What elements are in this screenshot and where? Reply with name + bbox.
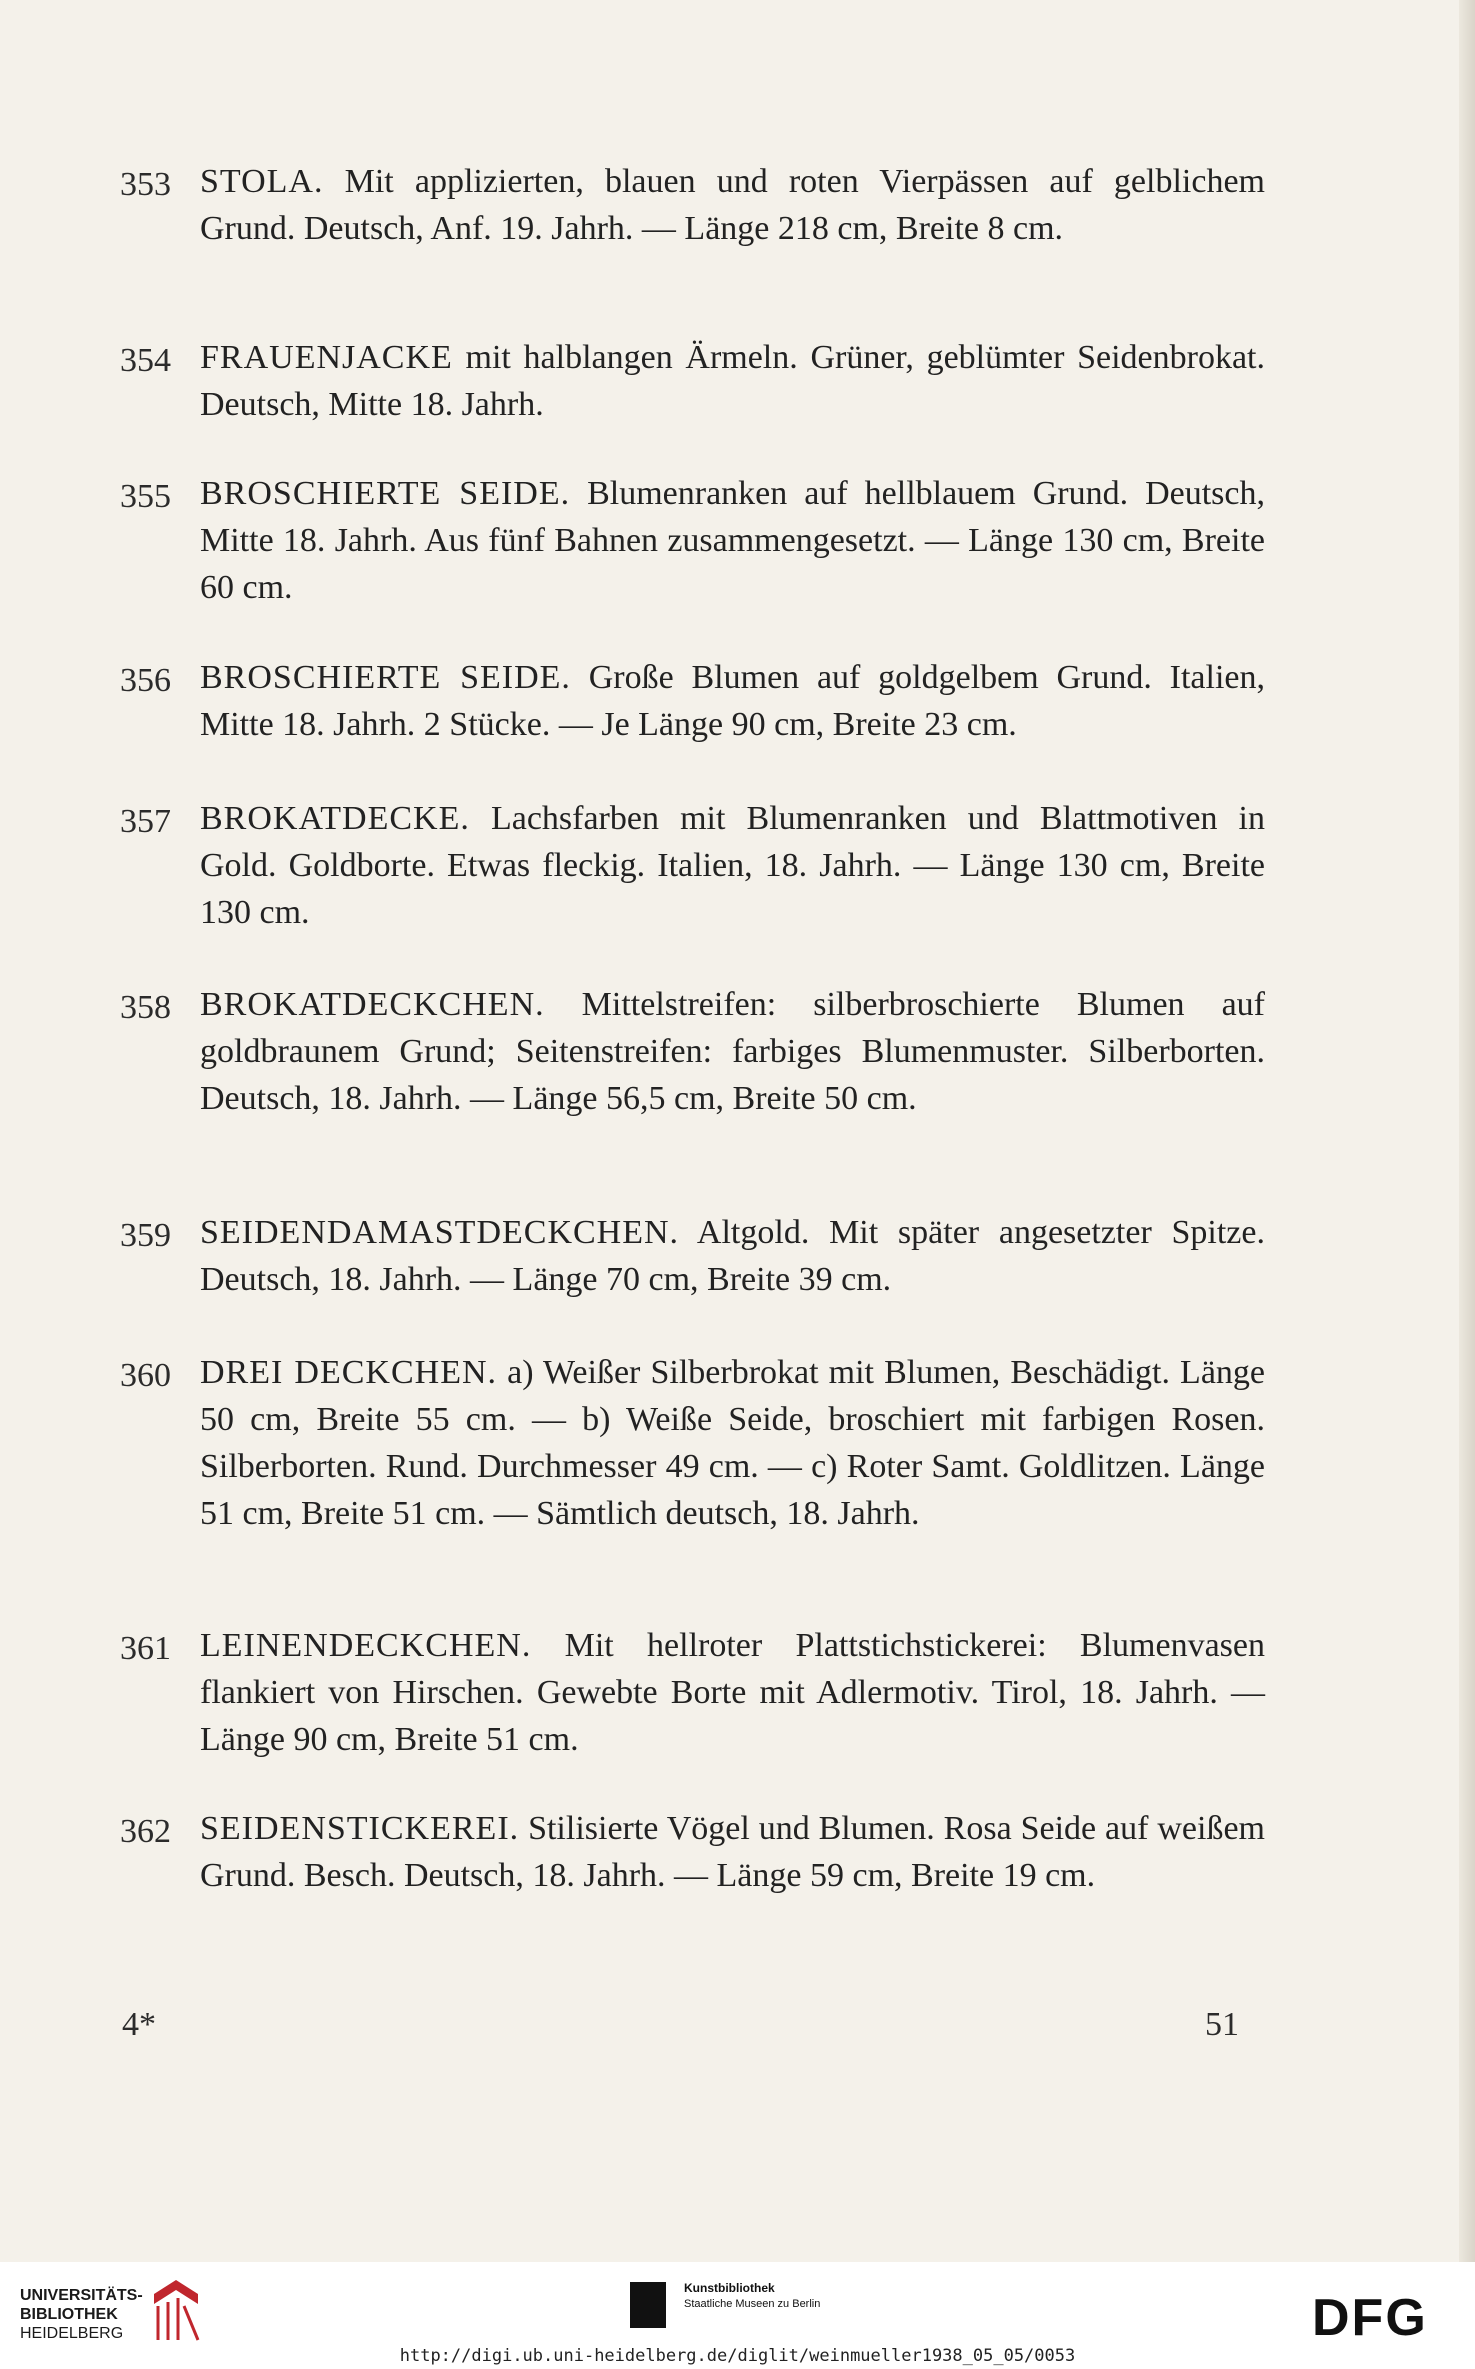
entry-description <box>200 158 1265 252</box>
entry-number: 359 <box>120 1217 171 1254</box>
entry-text: a) Weißer Silberbrokat mit Blumen, Beschädigt. Länge 50 cm, Breite 55 cm. — b) Weiße Seide, broschiert mit farbigen Rosen. Silberborten. Rund. Durchmesser 49 cm. — c) Roter Samt. Goldlitzen. Länge 51 cm, Breite 51 cm. — Sämtlich deutsch, 18. Jahrh. <box>200 1354 1266 1532</box>
dfg-logo[interactable]: DFG <box>1312 2289 1428 2347</box>
kb-line-1: Kunstbibliothek <box>684 2281 775 2295</box>
catalog-entry-362 <box>120 1805 1265 1899</box>
entry-title: LEINENDECKCHEN. <box>200 1627 532 1664</box>
entry-text: Große Blumen auf goldgelbem Grund. Italien, Mitte 18. Jahrh. 2 Stücke. — Je Länge 90 cm, Breite 23 cm. <box>200 659 1265 743</box>
catalog-entry-361 <box>120 1622 1265 1763</box>
entry-text: Altgold. Mit später angesetzter Spitze. Deutsch, 18. Jahrh. — Länge 70 cm, Breite 39 cm. <box>200 1214 1265 1298</box>
catalog-entry-353 <box>120 158 1265 252</box>
heidelberg-library-logo[interactable] <box>20 2286 143 2343</box>
entry-title: SEIDENSTICKEREI. <box>200 1810 520 1847</box>
entry-number: 362 <box>120 1813 171 1850</box>
entry-number: 357 <box>120 803 171 840</box>
entry-number: 354 <box>120 342 171 379</box>
kunstbibliothek-label[interactable] <box>684 2280 820 2312</box>
entry-description <box>200 1209 1265 1303</box>
catalog-entry-359 <box>120 1209 1265 1303</box>
entry-description <box>200 981 1265 1122</box>
entry-description <box>200 1349 1265 1537</box>
entry-title: DREI DECKCHEN. <box>200 1354 498 1391</box>
catalog-entry-355 <box>120 470 1265 611</box>
entry-title: BROSCHIERTE SEIDE. <box>200 659 571 696</box>
entry-number: 353 <box>120 166 171 203</box>
page-edge-shadow <box>1459 0 1475 2262</box>
kunstbibliothek-logo-icon <box>630 2282 666 2328</box>
ub-line-3: HEIDELBERG <box>20 2325 124 2342</box>
ub-line-2: BIBLIOTHEK <box>20 2306 118 2323</box>
entry-number: 356 <box>120 662 171 699</box>
catalog-entry-360 <box>120 1349 1265 1537</box>
entry-number: 361 <box>120 1630 171 1667</box>
kb-line-2: Staatliche Museen zu Berlin <box>684 2298 821 2310</box>
entry-number: 355 <box>120 478 171 515</box>
library-mark-icon <box>148 2276 204 2346</box>
entry-title: BROSCHIERTE SEIDE. <box>200 475 571 512</box>
signature-mark: 4* <box>122 2006 156 2043</box>
ub-line-1: UNIVERSITÄTS- <box>20 2287 143 2304</box>
entry-text: Mittelstreifen: silberbroschierte Blumen auf goldbraunem Grund; Seitenstreifen: farbiges Blumenmuster. Silberborten. Deutsch, 18. Jahrh. — Länge 56,5 cm, Breite 50 cm. <box>200 986 1265 1117</box>
entry-text: Blumenranken auf hellblauem Grund. Deutsch, Mitte 18. Jahrh. Aus fünf Bahnen zusammengesetzt. — Länge 130 cm, Breite 60 cm. <box>200 475 1265 606</box>
entry-text: Lachsfarben mit Blumenranken und Blattmotiven in Gold. Goldborte. Etwas fleckig. Italien, 18. Jahrh. — Länge 130 cm, Breite 130 cm. <box>200 800 1265 931</box>
entry-number: 358 <box>120 989 171 1026</box>
entry-title: BROKATDECKCHEN. <box>200 986 545 1023</box>
entry-description <box>200 1805 1265 1899</box>
permalink-url[interactable]: http://digi.ub.uni-heidelberg.de/diglit/weinmueller1938_05_05/0053 <box>399 2346 1076 2366</box>
entry-text: Stilisierte Vögel und Blumen. Rosa Seide auf weißem Grund. Besch. Deutsch, 18. Jahrh. — Länge 59 cm, Breite 19 cm. <box>200 1810 1265 1894</box>
entry-title: BROKATDECKE. <box>200 800 470 837</box>
entry-description <box>200 654 1265 748</box>
entry-text: Mit applizierten, blauen und roten Vierpässen auf gelblichem Grund. Deutsch, Anf. 19. Jahrh. — Länge 218 cm, Breite 8 cm. <box>200 163 1265 247</box>
entry-number: 360 <box>120 1357 171 1394</box>
catalog-entry-356 <box>120 654 1265 748</box>
footer-bar <box>0 2262 1475 2369</box>
catalog-entry-354 <box>120 334 1265 428</box>
entry-title: SEIDENDAMASTDECKCHEN. <box>200 1214 680 1251</box>
entry-description <box>200 334 1265 428</box>
catalog-entry-357 <box>120 795 1265 936</box>
entry-title: FRAUENJACKE <box>200 339 453 376</box>
entry-text: mit halblangen Ärmeln. Grüner, geblümter Seidenbrokat. Deutsch, Mitte 18. Jahrh. <box>200 339 1265 423</box>
page-number: 51 <box>1205 2006 1239 2043</box>
entry-text: Mit hellroter Plattstichstickerei: Blumenvasen flankiert von Hirschen. Gewebte Borte mit Adlermotiv. Tirol, 18. Jahrh. — Länge 90 cm, Breite 51 cm. <box>200 1627 1265 1758</box>
entry-title: STOLA. <box>200 163 324 200</box>
entry-description <box>200 795 1265 936</box>
entry-description <box>200 1622 1265 1763</box>
entry-description <box>200 470 1265 611</box>
catalog-entry-358 <box>120 981 1265 1122</box>
